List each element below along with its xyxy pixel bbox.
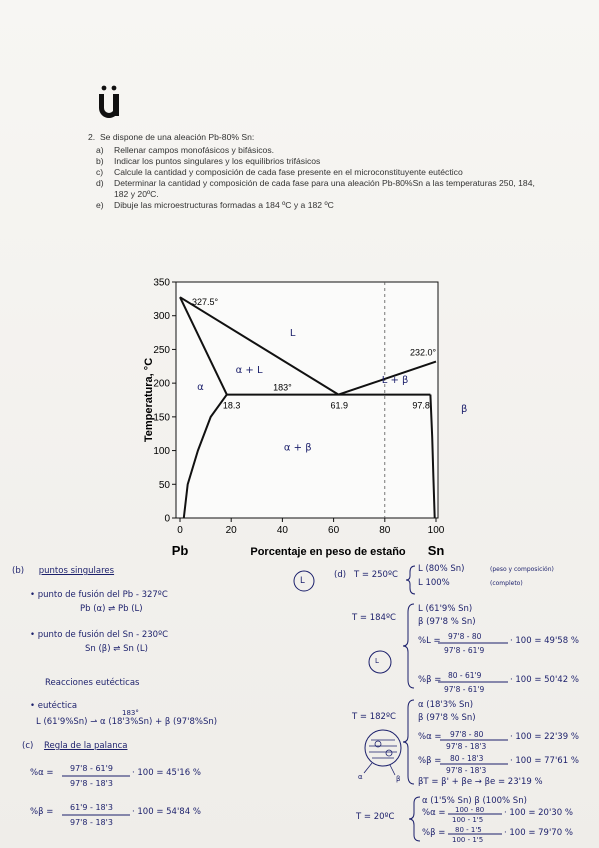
x-axis-label: Porcentaje en peso de estaño: [250, 546, 406, 558]
t184-pb-den: 97'8 - 61'9: [444, 685, 485, 694]
t182-pb-num: 80 - 18'3: [450, 754, 484, 763]
y-tick-label: 250: [153, 344, 170, 356]
y-tick-label: 0: [164, 513, 170, 525]
question-item: a) Rellenar campos monofásicos y bifásicos.: [96, 145, 275, 155]
micro-184-label: L: [375, 657, 379, 665]
pb-melting-reaction: Pb (α) ⇌ Pb (L): [80, 604, 143, 614]
c-alpha-denominator: 97'8 - 18'3: [70, 779, 113, 788]
t250-label: T = 250ºC: [354, 570, 398, 580]
eutectic-label: • eutéctica: [30, 701, 78, 711]
x-tick-label: 0: [177, 525, 183, 536]
c-alpha-result: · 100 = 45'16 %: [132, 768, 201, 778]
eq-title: Reacciones eutécticas: [45, 678, 140, 688]
t182-label: T = 182ºC: [352, 712, 396, 722]
t182-pa-num: 97'8 - 80: [450, 730, 484, 739]
t184-pl-label: %L =: [418, 636, 441, 646]
t20-pa-label: %α =: [422, 808, 446, 818]
x-tick-label: 20: [225, 525, 237, 536]
question-statement: Se dispone de una aleación Pb-80% Sn:: [99, 132, 255, 142]
alpha-max-solubility-label: 18.3: [222, 400, 241, 411]
sn-melting-reaction: Sn (β) ⇌ Sn (L): [85, 644, 148, 654]
question-item: e) Dibuje las microestructuras formadas a 184 ºC y a 182 ºC: [96, 200, 334, 210]
t184-pb-result: · 100 = 50'42 %: [510, 675, 579, 685]
y-tick-label: 100: [153, 446, 170, 458]
region-label: L + β: [381, 375, 409, 387]
t250-line2: L 100%: [418, 578, 450, 588]
b-label: (b): [12, 566, 25, 576]
region-label: α + β: [283, 442, 312, 454]
pb-melting-point-label: 327.5°: [192, 297, 219, 308]
question-item: c) Calcule la cantidad y composición de cada fase presente en el microconstituyente eutéctico: [96, 167, 463, 177]
pb-melting-point: • punto de fusión del Pb - 327ºC: [30, 590, 168, 600]
t20-pa-num: 100 - 80: [455, 806, 485, 814]
t182-pb-den: 97'8 - 18'3: [446, 766, 487, 775]
y-tick-label: 150: [153, 412, 170, 424]
beta-max-solubility-label: 97.8: [412, 400, 430, 411]
t182-pa-den: 97'8 - 18'3: [446, 742, 487, 751]
c-title: Regla de la palanca: [44, 741, 128, 751]
c-alpha-label: %α =: [30, 768, 54, 778]
left-component-label: Pb: [171, 543, 189, 558]
t184-label: T = 184ºC: [352, 613, 396, 623]
question-item: d) Determinar la cantidad y composición de cada fase para una aleación Pb-80%Sn a las temperaturas 250, 184, 182 y 20ºC.: [96, 178, 535, 199]
t184-pl-num: 97'8 - 80: [448, 632, 482, 641]
t20-pb-label: %β =: [422, 828, 446, 838]
t184-line2: β (97'8 % Sn): [418, 617, 476, 627]
c-beta-label: %β =: [30, 807, 54, 817]
t184-pl-den: 97'8 - 61'9: [444, 646, 485, 655]
micro-182-alpha: α: [358, 773, 363, 781]
right-component-label: Sn: [427, 543, 445, 558]
t182-line1: α (18'3% Sn): [418, 700, 474, 710]
y-axis-label: Temperatura, °C: [143, 357, 155, 443]
t182-pa-label: %α =: [418, 732, 442, 742]
t184-pl-result: · 100 = 49'58 %: [510, 636, 579, 646]
y-tick-label: 350: [153, 277, 170, 289]
region-label: α + L: [235, 365, 263, 377]
t184-pb-num: 80 - 61'9: [448, 671, 482, 680]
t250-note1: (peso y composición): [490, 566, 554, 573]
eutectic-composition-label: 61.9: [330, 400, 348, 411]
t20-pa-result: · 100 = 20'30 %: [504, 808, 573, 818]
x-tick-label: 100: [427, 525, 445, 536]
t182-pa-result: · 100 = 22'39 %: [510, 732, 579, 742]
micro-182-beta: β: [396, 775, 401, 783]
region-label: β: [460, 404, 468, 416]
region-label: α: [197, 381, 204, 393]
sn-melting-point: • punto de fusión del Sn - 230ºC: [30, 630, 169, 640]
t250-note2: (completo): [490, 580, 523, 587]
x-tick-label: 80: [379, 525, 391, 536]
t20-pb-num: 80 - 1'5: [455, 826, 482, 834]
t182-pb-label: %β =: [418, 756, 442, 766]
question-number: 2.: [88, 132, 96, 142]
d-label: (d): [334, 570, 347, 580]
b-title: puntos singulares: [38, 566, 115, 576]
t184-line1: L (61'9% Sn): [418, 604, 473, 614]
eutectic-reaction: L (61'9%Sn) ⇀ α (18'3%Sn) + β (97'8%Sn): [36, 717, 218, 727]
region-label: L: [289, 327, 296, 339]
y-tick-label: 50: [158, 479, 170, 491]
y-tick-label: 300: [153, 311, 170, 323]
t20-pa-den: 100 - 1'5: [452, 816, 484, 824]
x-tick-label: 40: [276, 525, 288, 536]
t182-line2: β (97'8 % Sn): [418, 713, 476, 723]
eq-temperature: 183°: [122, 709, 139, 717]
eutectic-temperature-label: 183°: [273, 382, 292, 393]
t20-pb-den: 100 - 1'5: [452, 836, 484, 844]
c-beta-result: · 100 = 54'84 %: [132, 807, 201, 817]
question-item: b) Indicar los puntos singulares y los equilibrios trifásicos: [96, 156, 321, 166]
t182-last-line: βT = β' + βe → βe = 23'19 %: [418, 777, 543, 787]
x-tick-label: 60: [328, 525, 340, 536]
t182-pb-result: · 100 = 77'61 %: [510, 756, 579, 766]
t20-line1: α (1'5% Sn) β (100% Sn): [422, 796, 527, 806]
t20-label: T = 20ºC: [356, 812, 395, 822]
c-alpha-numerator: 97'8 - 61'9: [70, 764, 113, 773]
t20-pb-result: · 100 = 79'70 %: [504, 828, 573, 838]
circle-l-label: L: [300, 576, 305, 586]
t184-pb-label: %β =: [418, 675, 442, 685]
c-beta-denominator: 97'8 - 18'3: [70, 818, 113, 827]
t250-line1: L (80% Sn): [418, 564, 465, 574]
sn-melting-point-label: 232.0°: [410, 347, 437, 358]
y-tick-label: 200: [153, 378, 170, 390]
c-label: (c): [22, 741, 34, 751]
c-beta-numerator: 61'9 - 18'3: [70, 803, 113, 812]
